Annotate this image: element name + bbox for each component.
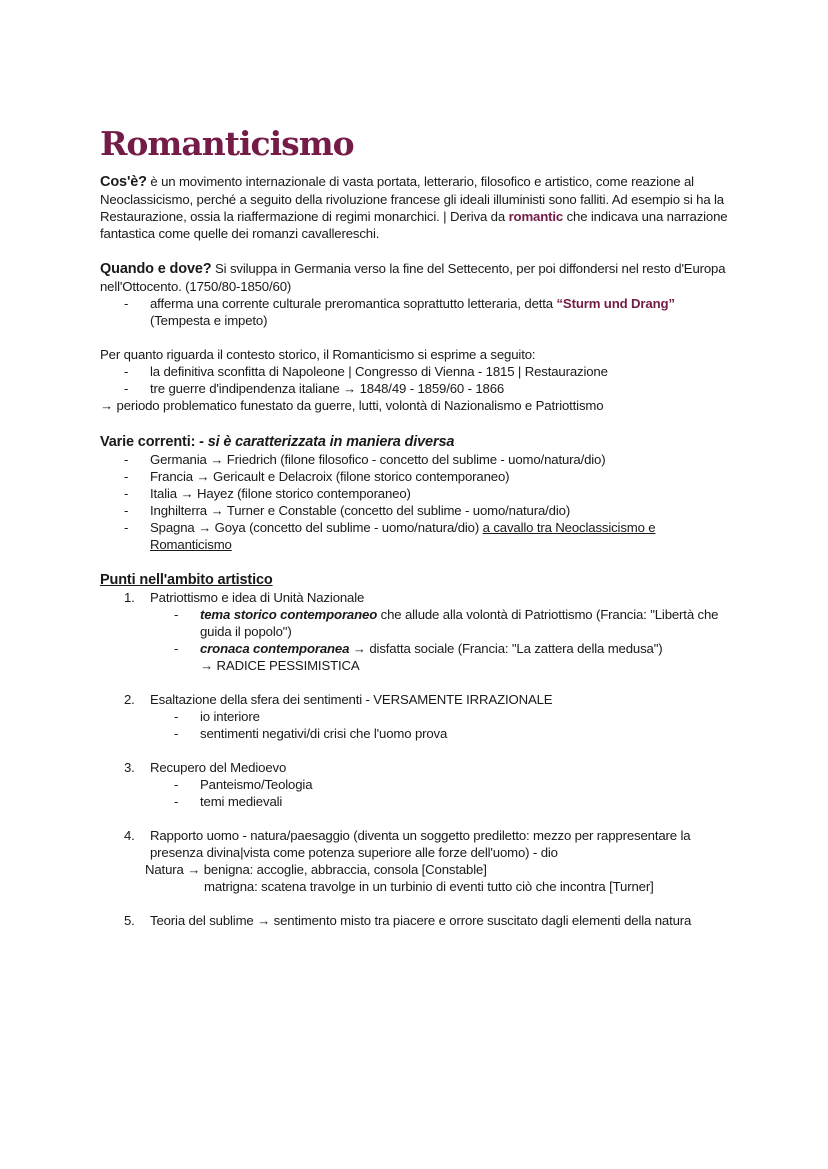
natura-benigna: Natura → benigna: accoglie, abbraccia, consola [Constable] (145, 862, 487, 877)
when-label: Quando e dove? (100, 261, 212, 277)
list-item: - afferma una corrente culturale preromantica soprattutto letteraria, detta “Sturm und Drang” (Tempesta e impeto) (100, 295, 730, 329)
point-5: 5. Teoria del sublime → sentimento misto tra piacere e orrore suscitato dagli elementi della natura (124, 913, 692, 928)
currents-heading: Varie correnti: - si è caratterizzata in maniera diversa (100, 434, 455, 450)
list-item: - Francia → Gericault e Delacroix (filone storico contemporaneo) (100, 468, 730, 485)
list-item: - Spagna → Goya (concetto del sublime - uomo/natura/dio) a cavallo tra Neoclassicismo e Romanticismo (100, 519, 730, 553)
natura-matrigna: matrigna: scatena travolge in un turbinio di eventi tutto ciò che incontra [Turner] (204, 879, 654, 894)
when-list (100, 295, 730, 329)
list-item: - cronaca contemporanea → disfatta sociale (Francia: "La zattera della medusa") → RADICE PESSIMISTICA (100, 640, 730, 674)
point-3-list (100, 776, 730, 810)
when-paragraph: Quando e dove? Si sviluppa in Germania verso la fine del Settecento, per poi diffondersi nel resto d'Europa nell'Ottocento. (1750/80-1850/60) (100, 261, 726, 294)
highlight-sturm-und-drang: “Sturm und Drang” (556, 296, 675, 311)
page-title: Romanticismo (100, 124, 354, 163)
currents-list (100, 451, 730, 553)
list-item: - Inghilterra → Turner e Constable (concetto del sublime - uomo/natura/dio) (100, 502, 730, 519)
point-1: 1. Patriottismo e idea di Unità Nazionale (124, 590, 365, 605)
point-3: 3. Recupero del Medioevo (124, 760, 287, 775)
intro-paragraph: Cos'è? è un movimento internazionale di vasta portata, letterario, filosofico e artistico, come reazione al Neoclassicismo, perché a seguito della rivoluzione francese gli ideali illuministi sono falliti. Ad esempio si ha la Restaurazione, ossia la riaffermazione di regimi monarchici. | Deriva da romantic che indicava una narrazione fantastica come quelle dei romanzi cavallereschi. (100, 174, 728, 241)
list-item: - temi medievali (100, 793, 730, 810)
points-heading: Punti nell'ambito artistico (100, 572, 273, 588)
context-list (100, 363, 730, 397)
list-item: - tema storico contemporaneo che allude alla volontà di Patriottismo (Francia: "Libertà che guida il popolo") (100, 606, 730, 640)
list-item: - io interiore (100, 708, 730, 725)
list-item: - tre guerre d'indipendenza italiane → 1848/49 - 1859/60 - 1866 (100, 380, 730, 397)
intro-label: Cos'è? (100, 174, 147, 190)
list-item: - sentimenti negativi/di crisi che l'uomo prova (100, 725, 730, 742)
highlight-romantic: romantic (508, 209, 564, 224)
context-conclusion: → periodo problematico funestato da guerre, lutti, volontà di Nazionalismo e Patriottismo (100, 398, 604, 413)
list-item: - Italia → Hayez (filone storico contemporaneo) (100, 485, 730, 502)
point-2: 2. Esaltazione della sfera dei sentimenti - VERSAMENTE IRRAZIONALE (124, 692, 553, 707)
document-page (100, 124, 730, 929)
list-item: - la definitiva sconfitta di Napoleone | Congresso di Vienna - 1815 | Restaurazione (100, 363, 730, 380)
point-2-list (100, 708, 730, 742)
point-1-list (100, 606, 730, 674)
list-item: - Germania → Friedrich (filone filosofico - concetto del sublime - uomo/natura/dio) (100, 451, 730, 468)
context-intro: Per quanto riguarda il contesto storico, il Romanticismo si esprime a seguito: (100, 347, 536, 362)
list-item: - Panteismo/Teologia (100, 776, 730, 793)
point-4: 4. Rapporto uomo - natura/paesaggio (diventa un soggetto prediletto: mezzo per rappresentare la presenza divina|vista come potenza superiore alle forze dell'uomo) - dio (124, 828, 691, 860)
